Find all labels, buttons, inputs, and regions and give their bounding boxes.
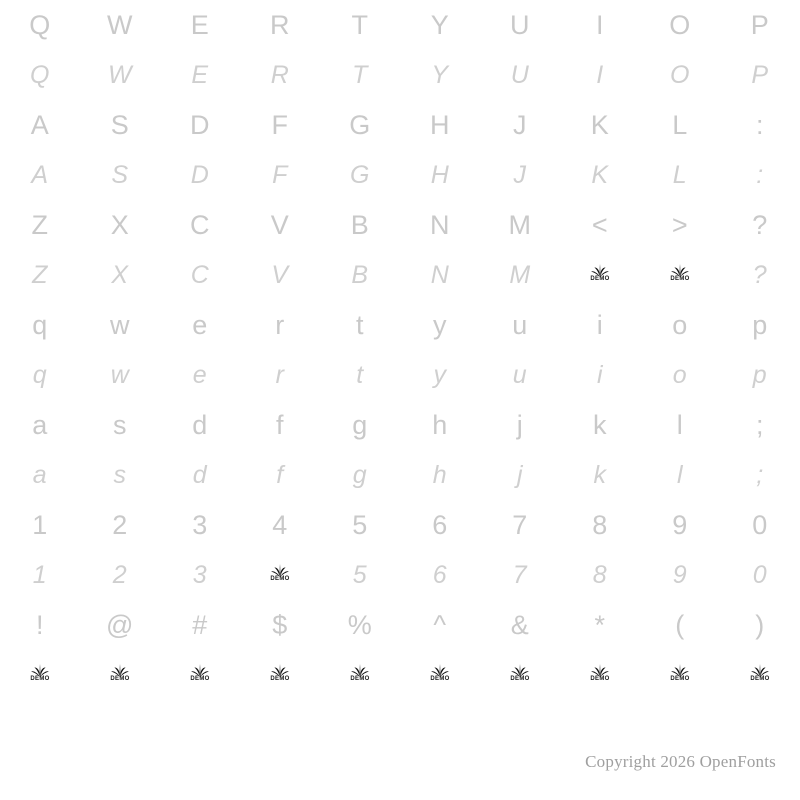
glyph-cell: R (270, 9, 290, 40)
glyph-cell: < (591, 209, 609, 240)
glyph-cell: @ (106, 609, 134, 640)
demo-watermark-glyph (640, 650, 720, 700)
glyph-cell: t (355, 309, 364, 340)
glyph-cell: D (190, 160, 210, 189)
glyph-cell: o (672, 309, 688, 340)
glyph-cell: s (113, 460, 127, 489)
glyph-cell: G (349, 109, 371, 140)
glyph-cell: ^ (433, 609, 447, 640)
glyph-cell: 2 (112, 509, 128, 540)
glyph-cell: A (31, 160, 49, 189)
glyph-cell: $ (272, 609, 288, 640)
glyph-cell: * (594, 609, 606, 640)
glyph-cell: h (432, 409, 448, 440)
glyph-cell: l (676, 460, 684, 489)
demo-watermark-glyph (560, 250, 640, 300)
glyph-cell: q (32, 309, 48, 340)
glyph-cell: J (513, 160, 527, 189)
glyph-cell: L (672, 109, 688, 140)
glyph-cell: J (513, 109, 527, 140)
glyph-cell: K (591, 160, 609, 189)
glyph-cell: N (430, 209, 450, 240)
glyph-cell: F (272, 160, 288, 189)
glyph-cell: 2 (112, 560, 128, 589)
glyph-cell: Z (31, 209, 49, 240)
glyph-cell: f (276, 460, 284, 489)
glyph-cell: g (352, 460, 368, 489)
glyph-cell: 9 (672, 560, 688, 589)
glyph-cell: i (596, 309, 604, 340)
glyph-cell: 8 (592, 560, 608, 589)
glyph-cell: R (270, 60, 290, 89)
glyph-cell: ? (752, 209, 768, 240)
glyph-cell: H (430, 160, 450, 189)
glyph-cell: 9 (672, 509, 688, 540)
glyph-cell: y (433, 309, 447, 340)
glyph-cell: t (356, 360, 364, 389)
glyph-cell: V (271, 260, 289, 289)
demo-mark-icon: DEMO (107, 662, 133, 688)
glyph-cell: A (30, 109, 50, 140)
glyph-cell: o (672, 360, 688, 389)
glyph-cell: r (275, 360, 285, 389)
glyph-cell: > (671, 209, 689, 240)
glyph-cell: 0 (752, 509, 768, 540)
glyph-cell: F (271, 109, 289, 140)
glyph-cell: 7 (512, 560, 528, 589)
glyph-cell: 1 (32, 509, 48, 540)
glyph-cell: S (111, 160, 129, 189)
glyph-cell: ( (675, 609, 685, 640)
glyph-cell: W (107, 60, 133, 89)
glyph-cell: p (752, 309, 768, 340)
glyph-cell: V (270, 209, 290, 240)
demo-mark-icon: DEMO (187, 662, 213, 688)
glyph-cell: k (593, 460, 607, 489)
glyph-cell: C (190, 209, 210, 240)
glyph-cell: 3 (192, 560, 208, 589)
glyph-cell: h (432, 460, 448, 489)
glyph-cell: 1 (32, 560, 48, 589)
demo-watermark-glyph (400, 650, 480, 700)
demo-watermark-glyph (640, 250, 720, 300)
glyph-cell: D (190, 109, 210, 140)
glyph-cell: U (510, 60, 530, 89)
demo-mark-icon: DEMO (347, 662, 373, 688)
glyph-cell: E (191, 60, 209, 89)
glyph-cell: 7 (512, 509, 528, 540)
demo-watermark-glyph (560, 650, 640, 700)
glyph-cell: # (192, 609, 208, 640)
demo-mark-icon: DEMO (27, 662, 53, 688)
glyph-cell: X (111, 260, 129, 289)
glyph-cell: q (32, 360, 48, 389)
glyph-cell: a (32, 409, 48, 440)
glyph-cell: l (676, 409, 684, 440)
glyph-cell: e (192, 360, 208, 389)
glyph-cell: a (32, 460, 48, 489)
demo-watermark-glyph (80, 650, 160, 700)
glyph-cell: j (516, 409, 524, 440)
glyph-cell: E (190, 9, 210, 40)
glyph-cell: I (595, 9, 604, 40)
glyph-cell: : (756, 160, 764, 189)
glyph-cell: r (275, 309, 285, 340)
demo-mark-icon: DEMO (667, 662, 693, 688)
glyph-cell: w (110, 309, 130, 340)
glyph-cell: T (352, 60, 368, 89)
glyph-cell: i (596, 360, 604, 389)
glyph-cell: 0 (752, 560, 768, 589)
glyph-cell: g (352, 409, 368, 440)
glyph-cell: T (351, 9, 369, 40)
glyph-cell: H (430, 109, 450, 140)
glyph-cell: % (347, 609, 373, 640)
demo-watermark-glyph (240, 650, 320, 700)
glyph-cell: 4 (272, 509, 288, 540)
glyph-cell: ! (35, 609, 44, 640)
glyph-cell: P (751, 60, 769, 89)
glyph-cell: C (190, 260, 210, 289)
glyph-cell: p (752, 360, 768, 389)
glyph-cell: M (509, 260, 531, 289)
demo-watermark-glyph (480, 650, 560, 700)
demo-mark-icon: DEMO (267, 562, 293, 588)
glyph-cell: j (516, 460, 524, 489)
glyph-cell: 6 (432, 509, 448, 540)
glyph-cell: ? (752, 260, 768, 289)
glyph-cell: P (750, 9, 770, 40)
demo-mark-icon: DEMO (747, 662, 773, 688)
glyph-cell: k (593, 409, 607, 440)
glyph-cell: u (512, 309, 528, 340)
glyph-cell: B (351, 260, 369, 289)
glyph-cell: e (192, 309, 208, 340)
glyph-cell: Z (32, 260, 48, 289)
glyph-cell: 3 (192, 509, 208, 540)
demo-watermark-glyph (720, 650, 800, 700)
demo-mark-icon: DEMO (267, 662, 293, 688)
copyright-notice: Copyright 2026 OpenFonts (585, 752, 776, 771)
glyph-cell: X (110, 209, 130, 240)
glyph-cell: B (350, 209, 370, 240)
glyph-cell: & (510, 609, 530, 640)
glyph-cell: : (755, 109, 764, 140)
glyph-cell: 5 (352, 509, 368, 540)
glyph-cell: U (510, 9, 530, 40)
demo-watermark-glyph (240, 550, 320, 600)
glyph-cell: Q (29, 9, 51, 40)
glyph-cell: N (430, 260, 450, 289)
glyph-cell: W (107, 9, 133, 40)
glyph-cell: d (192, 460, 208, 489)
glyph-cell: K (590, 109, 610, 140)
glyph-cell: Q (30, 60, 50, 89)
demo-watermark-glyph (320, 650, 400, 700)
demo-mark-icon: DEMO (427, 662, 453, 688)
demo-mark-icon: DEMO (667, 262, 693, 288)
glyph-cell: w (110, 360, 130, 389)
glyph-cell: G (350, 160, 370, 189)
demo-watermark-glyph (160, 650, 240, 700)
glyph-cell: L (672, 160, 688, 189)
demo-mark-icon: DEMO (507, 662, 533, 688)
glyph-cell: ; (756, 460, 764, 489)
glyph-cell: O (670, 60, 690, 89)
glyph-cell: M (508, 209, 532, 240)
demo-mark-icon: DEMO (587, 662, 613, 688)
glyph-cell: 6 (432, 560, 448, 589)
glyph-cell: ; (755, 409, 764, 440)
glyph-cell: 8 (592, 509, 608, 540)
glyph-cell: Y (431, 60, 449, 89)
glyph-cell: s (113, 409, 127, 440)
glyph-cell: u (512, 360, 528, 389)
glyph-cell: 5 (352, 560, 368, 589)
glyph-cell: S (110, 109, 130, 140)
glyph-cell: O (669, 9, 691, 40)
glyph-cell: y (433, 360, 447, 389)
demo-watermark-glyph (0, 650, 80, 700)
glyph-cell: ) (755, 609, 765, 640)
glyph-cell: Y (430, 9, 450, 40)
glyph-cell: I (596, 60, 604, 89)
demo-mark-icon: DEMO (587, 262, 613, 288)
glyph-cell: f (275, 409, 284, 440)
glyph-cell: d (192, 409, 208, 440)
